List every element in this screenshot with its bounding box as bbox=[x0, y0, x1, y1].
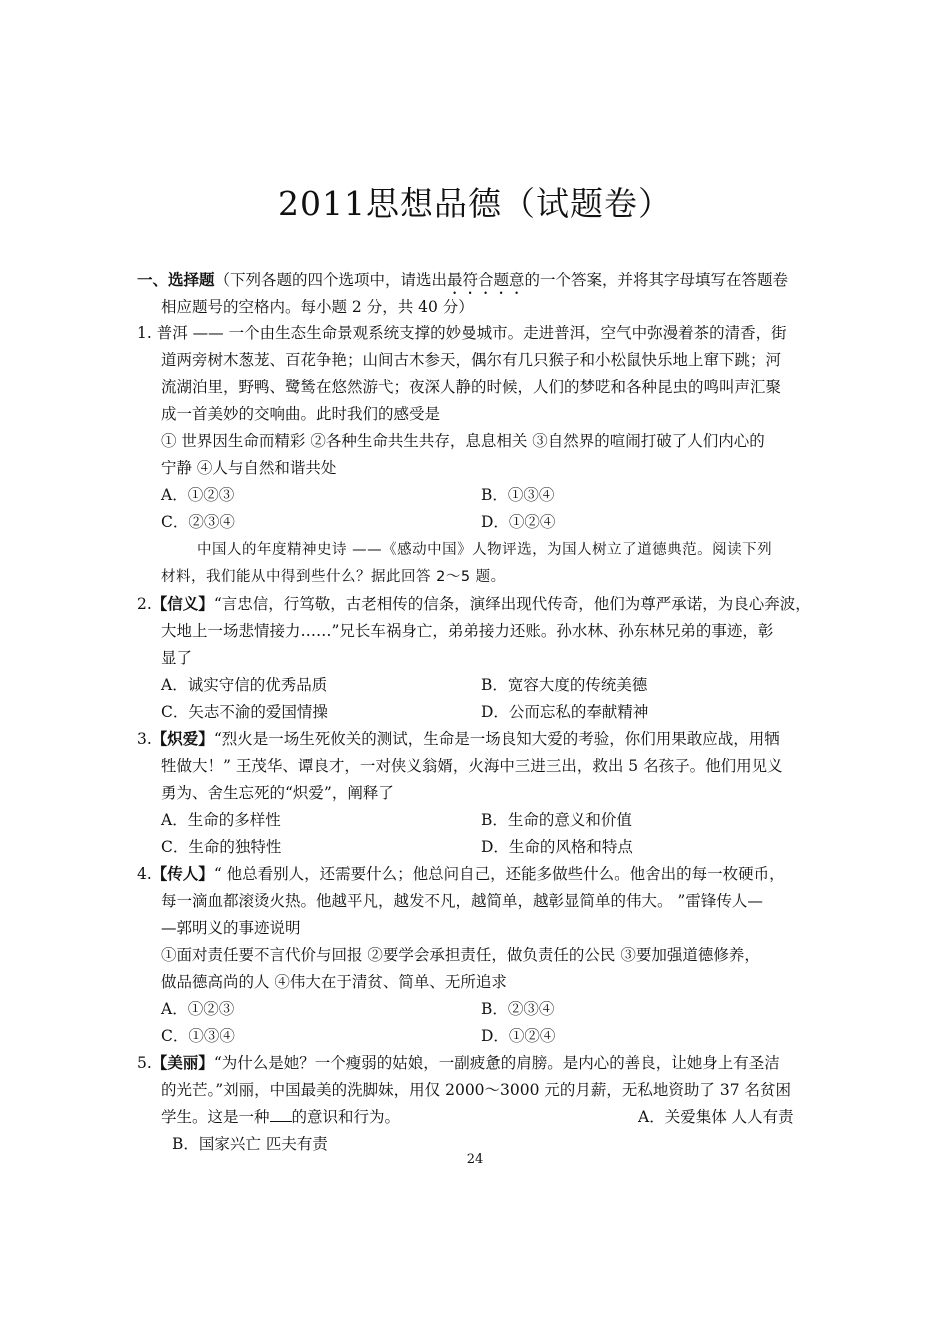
q5-line bbox=[161, 1106, 400, 1128]
q1-option-d: D．①②④ bbox=[481, 513, 556, 531]
q4-line: 每一滴血都滚烫火热。他越平凡，越发不凡，越简单，越彰显简单的伟大。 ”雷锋传人— bbox=[161, 892, 763, 910]
q5-line bbox=[137, 1052, 780, 1074]
q3-line bbox=[137, 728, 780, 750]
q2-option-b: B．宽容大度的传统美德 bbox=[481, 676, 648, 694]
answer-blank bbox=[270, 1107, 292, 1122]
section-heading bbox=[137, 269, 788, 298]
q4-statement: ①面对责任要不言代价与回报 ②要学会承担责任，做负责任的公民 ③要加强道德修养， bbox=[161, 946, 760, 964]
q1-option-a: A．①②③ bbox=[161, 486, 235, 504]
q5-line: 的光芒。”刘丽，中国最美的洗脚妹，用仅 2000～3000 元的月薪，无私地资助了 37 名贫困 bbox=[161, 1081, 792, 1099]
q2-text: “言忠信，行笃敬，古老相传的信条，演绎出现代传奇，他们为尊严承诺，为良心奔波， bbox=[213, 595, 811, 613]
q1-option-c: C．②③④ bbox=[161, 513, 235, 531]
q4-line: —郭明义的事迹说明 bbox=[161, 919, 301, 937]
q2-line bbox=[137, 593, 811, 615]
section-instruction-emphasis: 最符合题意 bbox=[447, 271, 525, 289]
intro-line: 材料，我们能从中得到些什么？据此回答 2～5 题。 bbox=[161, 569, 506, 585]
q4-tag: 【传人】 bbox=[151, 864, 214, 883]
q4-number: 4. bbox=[137, 865, 152, 883]
q3-text: “烈火是一场生死攸关的测试，生命是一场良知大爱的考验，你们用果敢应战，用牺 bbox=[213, 730, 780, 748]
q2-option-d: D．公而忘私的奉献精神 bbox=[481, 703, 649, 721]
q2-number: 2. bbox=[137, 595, 152, 613]
q3-option-b: B．生命的意义和价值 bbox=[481, 811, 632, 829]
q3-line: 勇为、舍生忘死的“炽爱”，阐释了 bbox=[161, 784, 394, 802]
q5-number: 5. bbox=[137, 1054, 152, 1072]
q4-option-c: C．①③④ bbox=[161, 1027, 235, 1045]
q4-option-d: D．①②④ bbox=[481, 1027, 556, 1045]
q4-option-b: B．②③④ bbox=[481, 1000, 555, 1018]
q1-line: 成一首美妙的交响曲。此时我们的感受是 bbox=[161, 405, 441, 423]
q5-text-before-blank: 学生。这是一种 bbox=[161, 1108, 270, 1126]
q3-tag: 【炽爱】 bbox=[151, 729, 214, 748]
q3-option-c: C．生命的独特性 bbox=[161, 838, 282, 856]
section-label: 一、选择题 bbox=[137, 270, 215, 289]
q4-text: “ 他总看别人，还需要什么；他总问自己，还能多做些什么。他舍出的每一枚硬币， bbox=[213, 865, 785, 883]
section-instruction-a: （下列各题的四个选项中，请选出 bbox=[214, 271, 448, 289]
intro-line: 中国人的年度精神史诗 ——《感动中国》人物评选，为国人树立了道德典范。阅读下列 bbox=[197, 542, 773, 558]
q5-text: “为什么是她？一个瘦弱的姑娘，一副疲惫的肩膀。是内心的善良，让她身上有圣洁 bbox=[213, 1054, 780, 1072]
q5-tag: 【美丽】 bbox=[151, 1053, 214, 1072]
section-instruction-b: 的一个答案，并将其字母填写在答题卷 bbox=[524, 271, 789, 289]
q2-option-c: C．矢志不渝的爱国情操 bbox=[161, 703, 328, 721]
q5-option-a: A．关爱集体 人人有责 bbox=[638, 1108, 794, 1126]
page-number: 24 bbox=[466, 1152, 484, 1167]
q4-line bbox=[137, 863, 785, 885]
q1-line: 1. 普洱 —— 一个由生态生命景观系统支撑的妙曼城市。走进普洱，空气中弥漫着茶的清香，街 bbox=[137, 324, 787, 342]
q1-statement: ① 世界因生命而精彩 ②各种生命共生共存，息息相关 ③自然界的喧闹打破了人们内心的 bbox=[161, 432, 765, 450]
q3-line: 牲做大！” 王茂华、谭良才，一对侠义翁婿，火海中三进三出，救出 5 名孩子。他们用见义 bbox=[161, 757, 783, 775]
q1-option-b: B．①③④ bbox=[481, 486, 555, 504]
q3-number: 3. bbox=[137, 730, 152, 748]
section-instruction-line2: 相应题号的空格内。每小题 2 分，共 40 分） bbox=[161, 298, 474, 316]
q2-tag: 【信义】 bbox=[151, 594, 214, 613]
q2-line: 显了 bbox=[161, 649, 193, 667]
q4-statement: 做品德高尚的人 ④伟大在于清贫、简单、无所追求 bbox=[161, 973, 507, 991]
q1-statement: 宁静 ④人与自然和谐共处 bbox=[161, 459, 337, 477]
q5-option-b: B．国家兴亡 匹夫有责 bbox=[172, 1135, 328, 1153]
q2-option-a: A．诚实守信的优秀品质 bbox=[161, 676, 328, 694]
q3-option-a: A．生命的多样性 bbox=[161, 811, 281, 829]
q1-line: 道两旁树木葱茏、百花争艳；山间古木参天，偶尔有几只猴子和小松鼠快乐地上窜下跳；河 bbox=[161, 351, 782, 369]
q2-line: 大地上一场悲情接力……”兄长车祸身亡，弟弟接力还账。孙水林、孙东林兄弟的事迹，彰 bbox=[161, 622, 774, 640]
q5-text-after-blank: 的意识和行为。 bbox=[291, 1108, 401, 1126]
page-title: 2011思想品德（试题卷） bbox=[278, 184, 672, 223]
q3-option-d: D．生命的风格和特点 bbox=[481, 838, 633, 856]
q4-option-a: A．①②③ bbox=[161, 1000, 235, 1018]
q1-line: 流湖泊里，野鸭、鹭鸶在悠然游弋；夜深人静的时候，人们的梦呓和各种昆虫的鸣叫声汇聚 bbox=[161, 378, 782, 396]
